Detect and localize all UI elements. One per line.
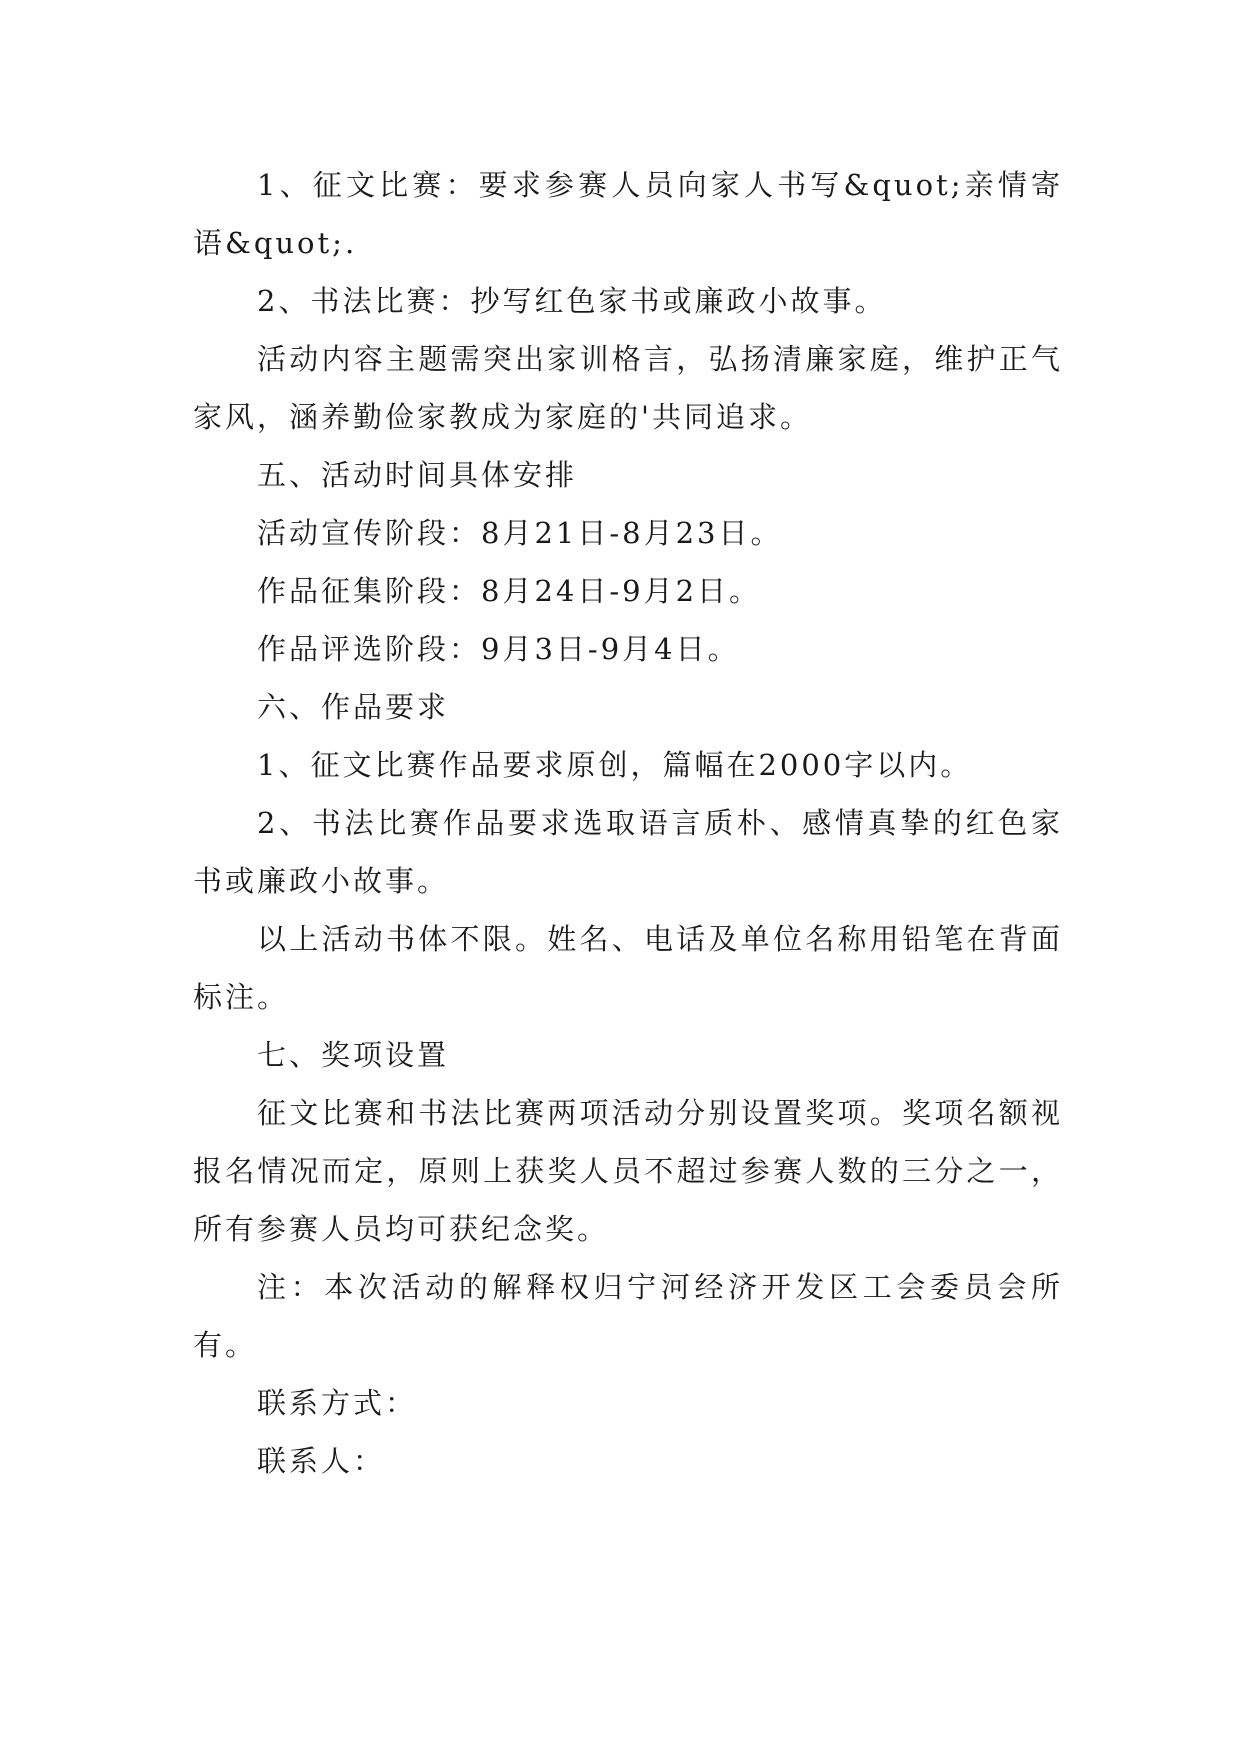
requirement-general: 以上活动书体不限。姓名、电话及单位名称用铅笔在背面标注。	[193, 922, 1063, 1014]
awards-paragraph: 征文比赛和书法比赛两项活动分别设置奖项。奖项名额视报名情况而定，原则上获奖人员不超过参赛人数的三分之一，所有参赛人员均可获纪念奖。	[193, 1096, 1063, 1246]
section-heading-schedule: 五、活动时间具体安排	[257, 458, 578, 492]
schedule-promotion: 活动宣传阶段：8月21日-8月23日。	[257, 516, 783, 550]
document-body	[193, 156, 1063, 1490]
calligraphy-contest-item: 2、书法比赛：抄写红色家书或廉政小故事。	[257, 284, 887, 318]
section-heading-requirements: 六、作品要求	[257, 690, 450, 724]
essay-contest-item: 1、征文比赛：要求参赛人员向家人书写&quot;亲情寄语&quot;.	[193, 168, 1063, 260]
section-heading-awards: 七、奖项设置	[257, 1038, 450, 1072]
contact-person: 联系人：	[257, 1444, 386, 1478]
theme-paragraph: 活动内容主题需突出家训格言，弘扬清廉家庭，维护正气家风，涵养勤俭家教成为家庭的'共同追求。	[193, 342, 1063, 434]
requirement-calligraphy: 2、书法比赛作品要求选取语言质朴、感情真挚的红色家书或廉政小故事。	[193, 806, 1063, 898]
schedule-collection: 作品征集阶段：8月24日-9月2日。	[257, 574, 762, 608]
requirement-essay: 1、征文比赛作品要求原创，篇幅在2000字以内。	[257, 748, 973, 782]
note-paragraph: 注：本次活动的解释权归宁河经济开发区工会委员会所有。	[193, 1270, 1063, 1362]
schedule-selection: 作品评选阶段：9月3日-9月4日。	[257, 632, 740, 666]
contact-method: 联系方式：	[257, 1386, 418, 1420]
